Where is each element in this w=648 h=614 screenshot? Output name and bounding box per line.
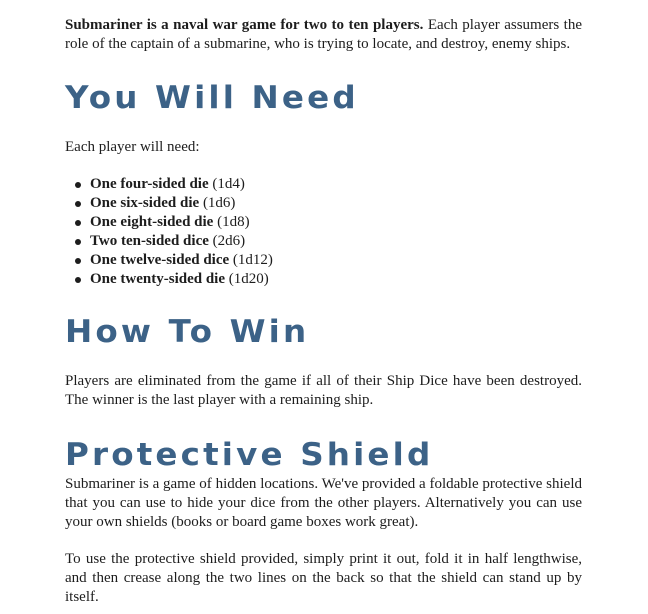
dice-name: Two ten-sided dice [90, 233, 209, 249]
dice-name: One eight-sided die [90, 214, 214, 230]
list-item [65, 232, 273, 251]
dice-code: (1d4) [208, 176, 245, 192]
how-to-win-text: Players are eliminated from the game if all of their Ship Dice have been destroyed. The winner is the last player with a remaining ship. [65, 373, 582, 408]
dice-name: One twenty-sided die [90, 271, 225, 287]
dice-code: (1d12) [229, 252, 273, 268]
bullet-icon [75, 239, 81, 245]
heading-how-to-win: How To Win [65, 314, 310, 350]
list-item [65, 251, 273, 270]
dice-name: One twelve-sided dice [90, 252, 230, 268]
dice-code: (2d6) [208, 233, 246, 249]
need-intro-text: Each player will need: [65, 139, 200, 155]
list-item [65, 213, 273, 232]
dice-list [65, 175, 273, 289]
shield-paragraph-2: To use the protective shield provided, simply print it out, fold it in half lengthwise, and then crease along the two lines on the back so that the shield can stand up by itself. [65, 551, 582, 605]
list-item [65, 270, 273, 289]
shield-paragraph-1: Submariner is a game of hidden locations. We've provided a foldable protective shield that you can use to hide your dice from the other players. Alternatively you can use your own shields (books or board game boxes work great). [65, 476, 582, 530]
bullet-icon [75, 220, 81, 226]
bullet-icon [75, 258, 81, 264]
heading-protective-shield: Protective Shield [65, 437, 434, 473]
intro-paragraph [65, 16, 582, 54]
dice-code: (1d8) [213, 214, 250, 230]
bullet-icon [75, 277, 81, 283]
dice-name: One four-sided die [90, 176, 209, 192]
bullet-icon [75, 182, 81, 188]
heading-you-will-need: You Will Need [65, 80, 359, 116]
intro-bold-text: Submariner is a naval war game for two to ten players. [65, 17, 424, 33]
bullet-icon [75, 201, 81, 207]
intro-rest-text: Each player assumers the role of the captain of a submarine, who is trying to locate, and destroy, enemy ships. [65, 17, 582, 52]
list-item [65, 175, 273, 194]
list-item [65, 194, 273, 213]
dice-code: (1d6) [199, 195, 236, 211]
dice-name: One six-sided die [90, 195, 200, 211]
dice-code: (1d20) [225, 271, 269, 287]
